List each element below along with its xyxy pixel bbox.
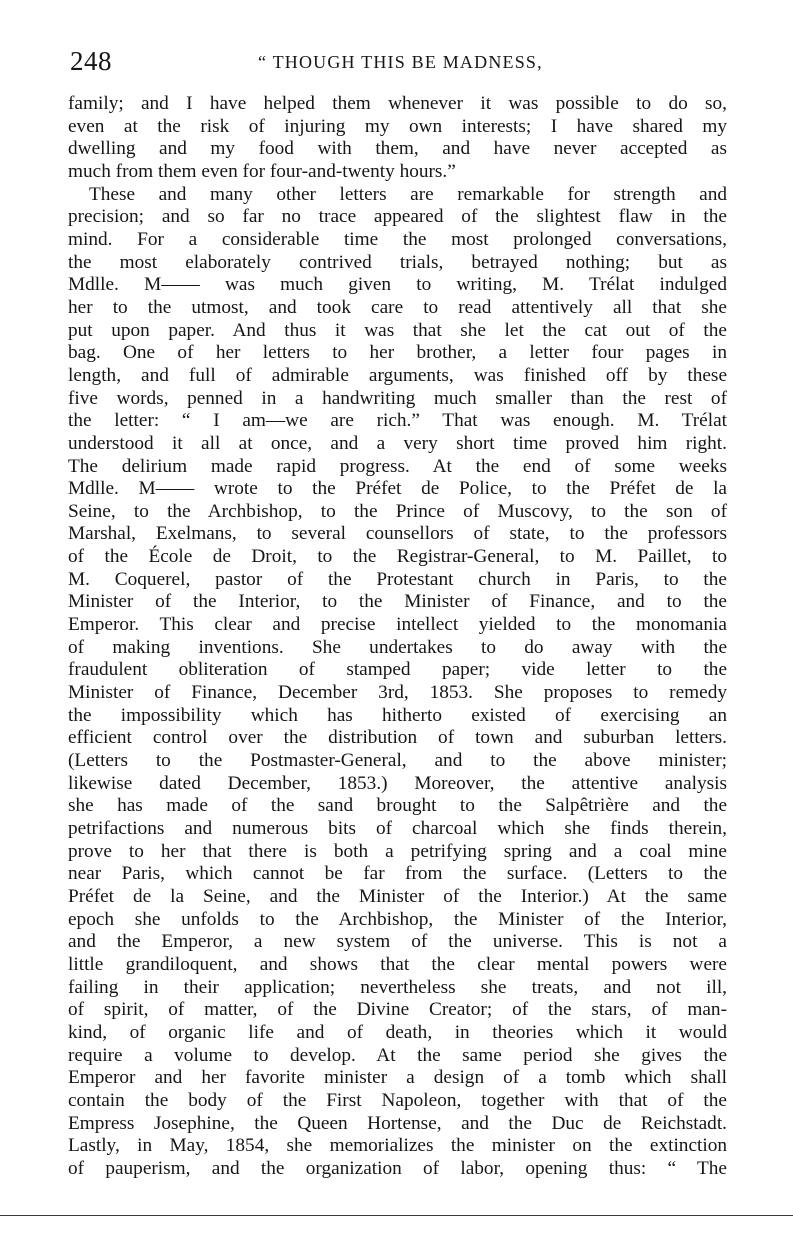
text-line: Préfet de la Seine, and the Minister of the Interior.) At the same [68, 885, 727, 907]
text-line: Empress Josephine, the Queen Hortense, and the Duc de Reichstadt. [68, 1112, 727, 1134]
text-line: even at the risk of injuring my own interests; I have shared my [68, 115, 727, 137]
text-line: fraudulent obliteration of stamped paper; vide letter to the [68, 659, 727, 681]
text-line: Emperor and her favorite minister a design of a tomb which shall [68, 1067, 727, 1089]
text-line: bag. One of her letters to her brother, a letter four pages in [68, 342, 727, 364]
running-head: “ THOUGH THIS BE MADNESS, [258, 52, 543, 72]
text-line: the most elaborately contrived trials, betrayed nothing; but as [68, 251, 727, 273]
text-line: require a volume to develop. At the same period she gives the [68, 1044, 727, 1066]
text-line: Minister of Finance, December 3rd, 1853. She proposes to remedy [68, 682, 727, 704]
text-line: Seine, to the Archbishop, to the Prince of Muscovy, to the son of [68, 500, 727, 522]
text-line: she has made of the sand brought to the Salpêtrière and the [68, 795, 727, 817]
text-line: prove to her that there is both a petrifying spring and a coal mine [68, 840, 727, 862]
text-line: her to the utmost, and took care to read attentively all that she [68, 296, 727, 318]
text-line: The delirium made rapid progress. At the end of some weeks [68, 455, 727, 477]
text-line: failing in their application; nevertheless she treats, and not ill, [68, 976, 727, 998]
text-line: little grandiloquent, and shows that the clear mental powers were [68, 953, 727, 975]
text-line: the impossibility which has hitherto existed of exercising an [68, 704, 727, 726]
text-line: M. Coquerel, pastor of the Protestant church in Paris, to the [68, 568, 727, 590]
text-line: of spirit, of matter, of the Divine Creator; of the stars, of man- [68, 999, 727, 1021]
page-number: 248 [70, 46, 112, 76]
text-line: kind, of organic life and of death, in theories which it would [68, 1021, 727, 1043]
text-line: These and many other letters are remarkable for strength and [89, 183, 727, 205]
text-line: petrifactions and numerous bits of charcoal which she finds therein, [68, 818, 727, 839]
body-text [68, 93, 727, 1181]
text-line: the letter: “ I am—we are rich.” That was enough. M. Trélat [68, 410, 727, 432]
text-line: Emperor. This clear and precise intellect yielded to the monomania [68, 614, 727, 636]
text-line: near Paris, which cannot be far from the surface. (Letters to the [68, 863, 727, 885]
text-line: Lastly, in May, 1854, she memorializes the minister on the extinction [68, 1135, 727, 1157]
text-line: Marshal, Exelmans, to several counsellors of state, to the professors [68, 523, 727, 545]
text-line: precision; and so far no trace appeared of the slightest flaw in the [68, 206, 727, 228]
text-line: Mdlle. M—— was much given to writing, M. Trélat indulged [68, 274, 727, 296]
text-line: and the Emperor, a new system of the universe. This is not a [68, 931, 727, 953]
text-line: of pauperism, and the organization of labor, opening thus: “ The [68, 1157, 727, 1179]
text-line: understood it all at once, and a very short time proved him right. [68, 432, 727, 454]
text-line: Mdlle. M—— wrote to the Préfet de Police, to the Préfet de la [68, 478, 727, 500]
text-line: family; and I have helped them whenever it was possible to do so, [68, 93, 727, 114]
text-line: of making inventions. She undertakes to do away with the [68, 636, 727, 658]
text-line: much from them even for four-and-twenty hours.” [68, 160, 456, 182]
bottom-rule [0, 1215, 793, 1216]
text-line: likewise dated December, 1853.) Moreover, the attentive analysis [68, 772, 727, 794]
text-line: Minister of the Interior, to the Minister of Finance, and to the [68, 591, 727, 613]
text-line: contain the body of the First Napoleon, together with that of the [68, 1089, 727, 1111]
text-line: efficient control over the distribution of town and suburban letters. [68, 727, 727, 749]
text-line: of the École de Droit, to the Registrar-General, to M. Paillet, to [68, 546, 727, 568]
text-line: five words, penned in a handwriting much smaller than the rest of [68, 387, 727, 409]
text-line: mind. For a considerable time the most prolonged conversations, [68, 228, 727, 250]
text-line: dwelling and my food with them, and have never accepted as [68, 138, 727, 160]
text-line: put upon paper. And thus it was that she let the cat out of the [68, 319, 727, 341]
text-line: (Letters to the Postmaster-General, and to the above minister; [68, 750, 727, 772]
page-header [70, 44, 725, 78]
text-line: epoch she unfolds to the Archbishop, the Minister of the Interior, [68, 908, 727, 930]
text-line: length, and full of admirable arguments, was finished off by these [68, 364, 727, 386]
